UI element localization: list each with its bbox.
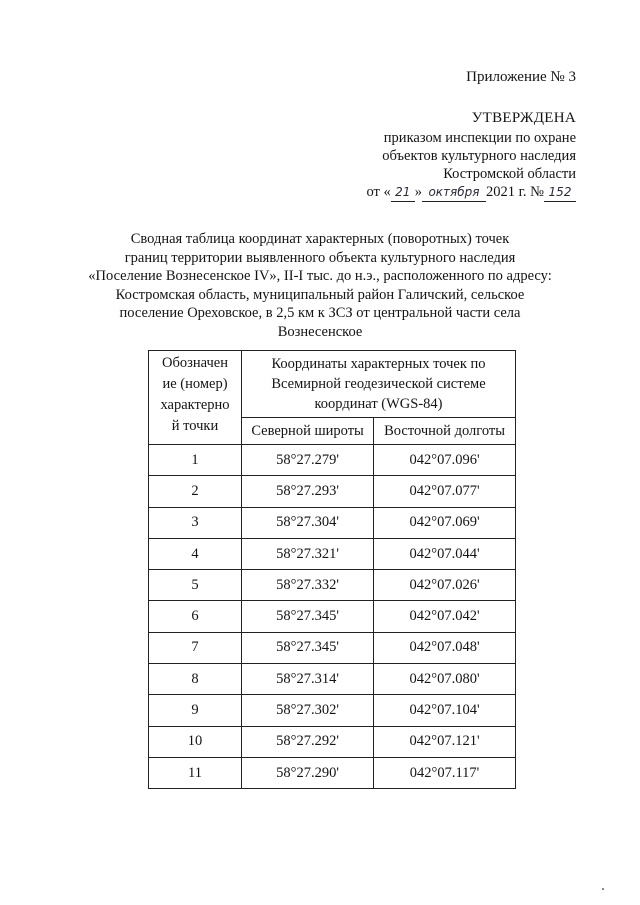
point-number-cell: 8 [149,664,242,695]
order-quote-close: » [414,184,422,200]
latitude-cell: 58°27.292' [242,726,374,757]
point-number-cell: 1 [149,445,242,476]
longitude-header: Восточной долготы [374,418,516,445]
latitude-cell: 58°27.279' [242,445,374,476]
title-line: поселение Ореховское, в 2,5 км к ЗСЗ от центральной части села [119,305,521,321]
document-title [70,230,570,341]
longitude-cell: 042°07.026' [374,570,516,601]
order-number-handwritten: 152 [544,183,576,202]
approval-line: Костромской области [443,166,576,182]
latitude-cell: 58°27.345' [242,632,374,663]
point-number-cell: 9 [149,695,242,726]
approval-line: объектов культурного наследия [382,148,576,164]
point-number-cell: 11 [149,757,242,788]
longitude-cell: 042°07.042' [374,601,516,632]
latitude-cell: 58°27.302' [242,695,374,726]
coordinates-table [148,350,516,789]
table-row [149,601,516,632]
longitude-cell: 042°07.096' [374,445,516,476]
table-row [149,726,516,757]
longitude-cell: 042°07.048' [374,632,516,663]
latitude-cell: 58°27.332' [242,570,374,601]
table-row [149,632,516,663]
latitude-header: Северной широты [242,418,374,445]
longitude-cell: 042°07.121' [374,726,516,757]
title-line: Костромская область, муниципальный район Галичский, сельское [115,286,525,303]
approval-line: приказом инспекции по охране [383,130,576,146]
latitude-cell: 58°27.290' [242,757,374,788]
point-number-cell: 4 [149,538,242,569]
table-row [149,695,516,726]
title-line: границ территории выявленного объекта культурного наследия [124,249,516,266]
point-number-cell: 7 [149,632,242,663]
longitude-cell: 042°07.069' [374,507,516,538]
latitude-cell: 58°27.304' [242,507,374,538]
point-number-cell: 6 [149,601,242,632]
order-month-handwritten: октября [422,183,486,202]
point-number-cell: 10 [149,726,242,757]
point-number-cell: 2 [149,476,242,507]
point-number-cell: 3 [149,507,242,538]
point-number-cell: 5 [149,570,242,601]
latitude-cell: 58°27.293' [242,476,374,507]
appendix-label: Приложение № 3 [466,69,576,85]
order-year: 2021 г. № [485,184,544,200]
table-row [149,570,516,601]
longitude-cell: 042°07.077' [374,476,516,507]
order-day-handwritten: 21 [391,183,415,202]
longitude-cell: 042°07.080' [374,664,516,695]
table-row [149,538,516,569]
table-row [149,757,516,788]
latitude-cell: 58°27.321' [242,538,374,569]
scan-speck [602,888,604,890]
longitude-cell: 042°07.104' [374,695,516,726]
order-prefix: от « [366,184,391,200]
table-row [149,476,516,507]
title-line: «Поселение Вознесенское IV», II-I тыс. до н.э., расположенного по адресу: [88,268,552,284]
approved-title: УТВЕРЖДЕНА [471,110,576,126]
order-line [366,183,576,202]
table-row [149,507,516,538]
title-line: Вознесенское [277,323,363,340]
title-line: Сводная таблица координат характерных (поворотных) точек [130,231,510,247]
table-row [149,664,516,695]
table-row [149,445,516,476]
approval-block [366,109,576,202]
point-id-header: Обозначен ие (номер) характерно й точки [149,351,242,445]
coordinates-group-header: Координаты характерных точек по Всемирной геодезической системе координат (WGS-84) [242,351,516,418]
longitude-cell: 042°07.117' [374,757,516,788]
latitude-cell: 58°27.345' [242,601,374,632]
longitude-cell: 042°07.044' [374,538,516,569]
latitude-cell: 58°27.314' [242,664,374,695]
